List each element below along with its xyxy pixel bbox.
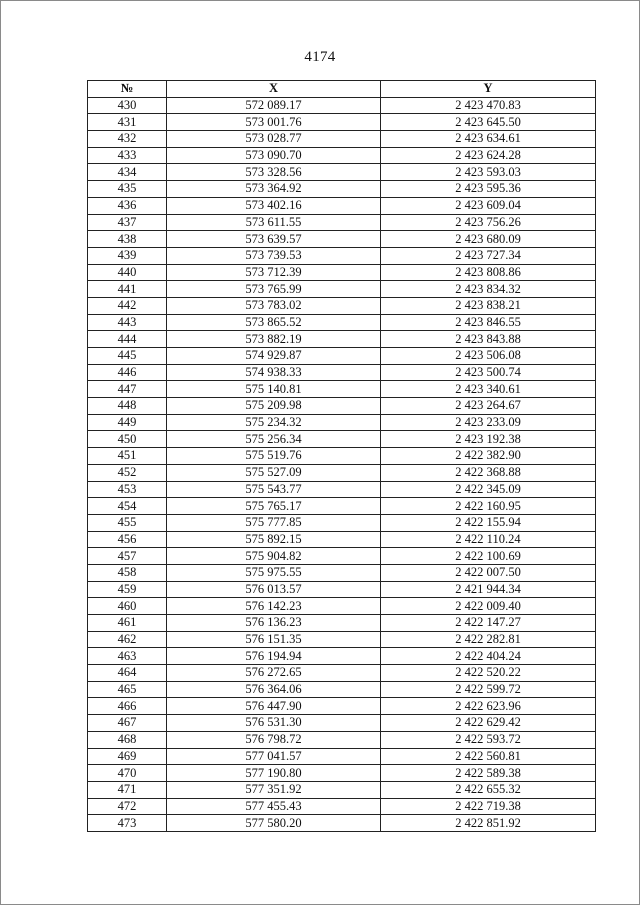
- table-body: [88, 97, 596, 831]
- cell-y: 2 422 520.22: [381, 665, 596, 682]
- cell-x: 576 798.72: [167, 731, 381, 748]
- cell-number: 464: [88, 665, 167, 682]
- cell-number: 469: [88, 748, 167, 765]
- cell-number: 461: [88, 615, 167, 632]
- cell-x: 577 580.20: [167, 815, 381, 832]
- cell-number: 440: [88, 264, 167, 281]
- cell-x: 576 151.35: [167, 631, 381, 648]
- cell-x: 573 611.55: [167, 214, 381, 231]
- cell-x: 576 136.23: [167, 615, 381, 632]
- cell-number: 445: [88, 348, 167, 365]
- table-row: [88, 581, 596, 598]
- cell-number: 441: [88, 281, 167, 298]
- cell-number: 467: [88, 715, 167, 732]
- cell-number: 457: [88, 548, 167, 565]
- cell-x: 575 543.77: [167, 481, 381, 498]
- cell-x: 577 190.80: [167, 765, 381, 782]
- cell-number: 432: [88, 131, 167, 148]
- cell-x: 573 090.70: [167, 147, 381, 164]
- cell-y: 2 422 629.42: [381, 715, 596, 732]
- table-row: [88, 331, 596, 348]
- cell-x: 574 938.33: [167, 364, 381, 381]
- cell-x: 573 882.19: [167, 331, 381, 348]
- table-row: [88, 181, 596, 198]
- cell-x: 573 739.53: [167, 247, 381, 264]
- table-row: [88, 214, 596, 231]
- cell-number: 460: [88, 598, 167, 615]
- cell-number: 472: [88, 798, 167, 815]
- cell-number: 439: [88, 247, 167, 264]
- cell-number: 448: [88, 398, 167, 415]
- cell-number: 438: [88, 231, 167, 248]
- cell-x: 573 364.92: [167, 181, 381, 198]
- cell-y: 2 422 100.69: [381, 548, 596, 565]
- cell-x: 573 712.39: [167, 264, 381, 281]
- cell-number: 459: [88, 581, 167, 598]
- table-row: [88, 131, 596, 148]
- cell-y: 2 422 599.72: [381, 681, 596, 698]
- cell-number: 463: [88, 648, 167, 665]
- table-row: [88, 731, 596, 748]
- cell-x: 575 527.09: [167, 464, 381, 481]
- cell-y: 2 422 368.88: [381, 464, 596, 481]
- table-row: [88, 681, 596, 698]
- cell-x: 573 028.77: [167, 131, 381, 148]
- table-row: [88, 498, 596, 515]
- table-row: [88, 414, 596, 431]
- table-row: [88, 665, 596, 682]
- table-row: [88, 698, 596, 715]
- table-row: [88, 147, 596, 164]
- table-row: [88, 164, 596, 181]
- cell-number: 443: [88, 314, 167, 331]
- cell-number: 456: [88, 531, 167, 548]
- cell-y: 2 423 843.88: [381, 331, 596, 348]
- table-row: [88, 715, 596, 732]
- table-row: [88, 464, 596, 481]
- cell-y: 2 422 404.24: [381, 648, 596, 665]
- cell-x: 572 089.17: [167, 97, 381, 114]
- cell-y: 2 423 680.09: [381, 231, 596, 248]
- cell-number: 436: [88, 197, 167, 214]
- cell-number: 449: [88, 414, 167, 431]
- cell-number: 435: [88, 181, 167, 198]
- header-x: X: [167, 81, 381, 98]
- cell-y: 2 422 110.24: [381, 531, 596, 548]
- cell-x: 573 865.52: [167, 314, 381, 331]
- cell-x: 576 142.23: [167, 598, 381, 615]
- table-row: [88, 648, 596, 665]
- cell-number: 454: [88, 498, 167, 515]
- cell-y: 2 422 155.94: [381, 514, 596, 531]
- table-row: [88, 564, 596, 581]
- table-row: [88, 748, 596, 765]
- cell-y: 2 422 560.81: [381, 748, 596, 765]
- cell-x: 573 328.56: [167, 164, 381, 181]
- cell-y: 2 422 382.90: [381, 448, 596, 465]
- cell-number: 442: [88, 297, 167, 314]
- table-row: [88, 514, 596, 531]
- cell-y: 2 422 655.32: [381, 781, 596, 798]
- table-row: [88, 481, 596, 498]
- cell-y: 2 423 264.67: [381, 398, 596, 415]
- cell-x: 577 041.57: [167, 748, 381, 765]
- cell-y: 2 422 345.09: [381, 481, 596, 498]
- table-row: [88, 381, 596, 398]
- table-row: [88, 364, 596, 381]
- cell-y: 2 422 007.50: [381, 564, 596, 581]
- table-row: [88, 264, 596, 281]
- cell-x: 576 531.30: [167, 715, 381, 732]
- cell-y: 2 423 838.21: [381, 297, 596, 314]
- cell-x: 573 783.02: [167, 297, 381, 314]
- cell-x: 576 013.57: [167, 581, 381, 598]
- table-row: [88, 631, 596, 648]
- cell-x: 575 765.17: [167, 498, 381, 515]
- cell-y: 2 422 589.38: [381, 765, 596, 782]
- cell-y: 2 422 160.95: [381, 498, 596, 515]
- cell-y: 2 423 634.61: [381, 131, 596, 148]
- cell-number: 434: [88, 164, 167, 181]
- cell-number: 453: [88, 481, 167, 498]
- cell-number: 462: [88, 631, 167, 648]
- cell-number: 473: [88, 815, 167, 832]
- table-row: [88, 448, 596, 465]
- table-row: [88, 815, 596, 832]
- table-row: [88, 314, 596, 331]
- cell-x: 577 455.43: [167, 798, 381, 815]
- cell-y: 2 423 624.28: [381, 147, 596, 164]
- cell-y: 2 423 500.74: [381, 364, 596, 381]
- cell-number: 444: [88, 331, 167, 348]
- table-header-row: [88, 81, 596, 98]
- table-row: [88, 348, 596, 365]
- cell-x: 575 140.81: [167, 381, 381, 398]
- table-row: [88, 398, 596, 415]
- cell-number: 468: [88, 731, 167, 748]
- cell-y: 2 423 727.34: [381, 247, 596, 264]
- cell-y: 2 423 233.09: [381, 414, 596, 431]
- cell-number: 447: [88, 381, 167, 398]
- table-row: [88, 598, 596, 615]
- cell-y: 2 423 846.55: [381, 314, 596, 331]
- table-row: [88, 97, 596, 114]
- table-row: [88, 615, 596, 632]
- table-row: [88, 781, 596, 798]
- cell-x: 575 234.32: [167, 414, 381, 431]
- header-number: №: [88, 81, 167, 98]
- cell-y: 2 422 593.72: [381, 731, 596, 748]
- table-row: [88, 197, 596, 214]
- cell-number: 433: [88, 147, 167, 164]
- cell-x: 576 364.06: [167, 681, 381, 698]
- cell-x: 573 765.99: [167, 281, 381, 298]
- table-row: [88, 531, 596, 548]
- cell-y: 2 422 719.38: [381, 798, 596, 815]
- cell-y: 2 423 470.83: [381, 97, 596, 114]
- cell-x: 574 929.87: [167, 348, 381, 365]
- cell-number: 466: [88, 698, 167, 715]
- table-row: [88, 114, 596, 131]
- cell-x: 576 447.90: [167, 698, 381, 715]
- cell-y: 2 423 593.03: [381, 164, 596, 181]
- table-row: [88, 765, 596, 782]
- cell-y: 2 422 009.40: [381, 598, 596, 615]
- cell-x: 576 272.65: [167, 665, 381, 682]
- cell-x: 573 402.16: [167, 197, 381, 214]
- coordinates-table: [87, 80, 596, 832]
- header-y: Y: [381, 81, 596, 98]
- cell-y: 2 423 808.86: [381, 264, 596, 281]
- table-row: [88, 247, 596, 264]
- cell-number: 431: [88, 114, 167, 131]
- cell-x: 575 519.76: [167, 448, 381, 465]
- table-row: [88, 798, 596, 815]
- cell-y: 2 423 192.38: [381, 431, 596, 448]
- cell-x: 575 209.98: [167, 398, 381, 415]
- cell-number: 452: [88, 464, 167, 481]
- cell-y: 2 423 834.32: [381, 281, 596, 298]
- cell-x: 575 256.34: [167, 431, 381, 448]
- cell-number: 471: [88, 781, 167, 798]
- cell-y: 2 423 506.08: [381, 348, 596, 365]
- cell-y: 2 422 623.96: [381, 698, 596, 715]
- cell-number: 455: [88, 514, 167, 531]
- cell-y: 2 422 147.27: [381, 615, 596, 632]
- page-number: 4174: [304, 49, 336, 65]
- cell-x: 575 892.15: [167, 531, 381, 548]
- cell-number: 437: [88, 214, 167, 231]
- cell-x: 573 001.76: [167, 114, 381, 131]
- cell-number: 446: [88, 364, 167, 381]
- cell-y: 2 423 340.61: [381, 381, 596, 398]
- cell-number: 450: [88, 431, 167, 448]
- cell-number: 465: [88, 681, 167, 698]
- cell-x: 575 904.82: [167, 548, 381, 565]
- table-row: [88, 297, 596, 314]
- cell-y: 2 423 609.04: [381, 197, 596, 214]
- table-row: [88, 548, 596, 565]
- cell-number: 458: [88, 564, 167, 581]
- table-row: [88, 281, 596, 298]
- cell-y: 2 423 645.50: [381, 114, 596, 131]
- cell-y: 2 423 756.26: [381, 214, 596, 231]
- cell-number: 430: [88, 97, 167, 114]
- cell-number: 451: [88, 448, 167, 465]
- cell-y: 2 421 944.34: [381, 581, 596, 598]
- cell-x: 573 639.57: [167, 231, 381, 248]
- cell-x: 577 351.92: [167, 781, 381, 798]
- cell-y: 2 422 282.81: [381, 631, 596, 648]
- cell-x: 576 194.94: [167, 648, 381, 665]
- cell-y: 2 423 595.36: [381, 181, 596, 198]
- table-row: [88, 231, 596, 248]
- cell-number: 470: [88, 765, 167, 782]
- cell-y: 2 422 851.92: [381, 815, 596, 832]
- cell-x: 575 975.55: [167, 564, 381, 581]
- table-row: [88, 431, 596, 448]
- cell-x: 575 777.85: [167, 514, 381, 531]
